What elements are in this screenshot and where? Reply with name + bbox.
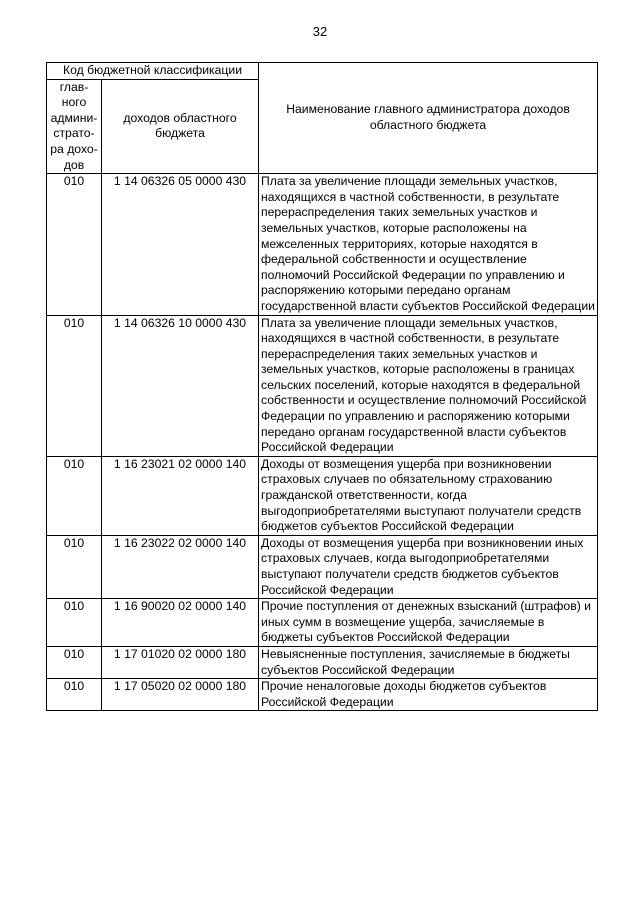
income-code-cell: 1 16 23022 02 0000 140 bbox=[102, 535, 259, 598]
header-administrator-name: Наименование главного администратора доходов областного бюджета bbox=[259, 63, 598, 174]
income-name-cell: Прочие неналоговые доходы бюджетов субъектов Российской Федерации bbox=[259, 679, 598, 711]
table-row bbox=[47, 315, 598, 456]
table-row bbox=[47, 646, 598, 678]
income-code-cell: 1 16 90020 02 0000 140 bbox=[102, 599, 259, 647]
table-body bbox=[47, 174, 598, 711]
table-row bbox=[47, 599, 598, 647]
header-budget-classification-code: Код бюджетной классификации bbox=[47, 63, 259, 80]
income-code-cell: 1 17 05020 02 0000 180 bbox=[102, 679, 259, 711]
admin-code-cell: 010 bbox=[47, 646, 102, 678]
admin-code-cell: 010 bbox=[47, 315, 102, 456]
admin-code-cell: 010 bbox=[47, 599, 102, 647]
income-name-cell: Доходы от возмещения ущерба при возникновении иных страховых случаев, когда выгодоприобретателями выступают получатели средств бюджетов субъектов Российской Федерации bbox=[259, 535, 598, 598]
admin-code-cell: 010 bbox=[47, 535, 102, 598]
table-row bbox=[47, 535, 598, 598]
budget-classification-table bbox=[46, 62, 598, 711]
income-code-cell: 1 17 01020 02 0000 180 bbox=[102, 646, 259, 678]
income-code-cell: 1 14 06326 10 0000 430 bbox=[102, 315, 259, 456]
income-name-cell: Невыясненные поступления, зачисляемые в бюджеты субъектов Российской Федерации bbox=[259, 646, 598, 678]
income-code-cell: 1 14 06326 05 0000 430 bbox=[102, 174, 259, 315]
table-row bbox=[47, 679, 598, 711]
admin-code-cell: 010 bbox=[47, 456, 102, 535]
income-code-cell: 1 16 23021 02 0000 140 bbox=[102, 456, 259, 535]
page-number: 32 bbox=[312, 24, 328, 39]
income-name-cell: Плата за увеличение площади земельных участков, находящихся в частной собственности, в результате перераспределения таких земельных участков и земельных участков, которые расположены на межселенных территориях, которые находятся в федеральной собственности и осуществление полномочий Российской Федерации по управлению и распоряжению которыми передано органам государственной власти субъектов Российской Федерации bbox=[259, 174, 598, 315]
header-regional-income: доходов областного бюджета bbox=[102, 79, 259, 174]
income-name-cell: Доходы от возмещения ущерба при возникновении страховых случаев по обязательному страхованию гражданской ответственности, когда выгодоприобретателями выступают получатели средств бюджетов субъектов Российской Федерации bbox=[259, 456, 598, 535]
table-row bbox=[47, 174, 598, 315]
table-row bbox=[47, 456, 598, 535]
admin-code-cell: 010 bbox=[47, 679, 102, 711]
header-chief-administrator: глав-ного админи-страто-ра дохо-дов bbox=[47, 79, 102, 174]
admin-code-cell: 010 bbox=[47, 174, 102, 315]
income-name-cell: Плата за увеличение площади земельных участков, находящихся в частной собственности, в результате перераспределения таких земельных участков и земельных участков, которые расположены в границах сельских поселений, которые находятся в федеральной собственности и осуществление полномочий Российской Федерации по управлению и распоряжению которыми передано органам государственной власти субъектов Российской Федерации bbox=[259, 315, 598, 456]
income-name-cell: Прочие поступления от денежных взысканий (штрафов) и иных сумм в возмещение ущерба, зачисляемые в бюджеты субъектов Российской Федерации bbox=[259, 599, 598, 647]
